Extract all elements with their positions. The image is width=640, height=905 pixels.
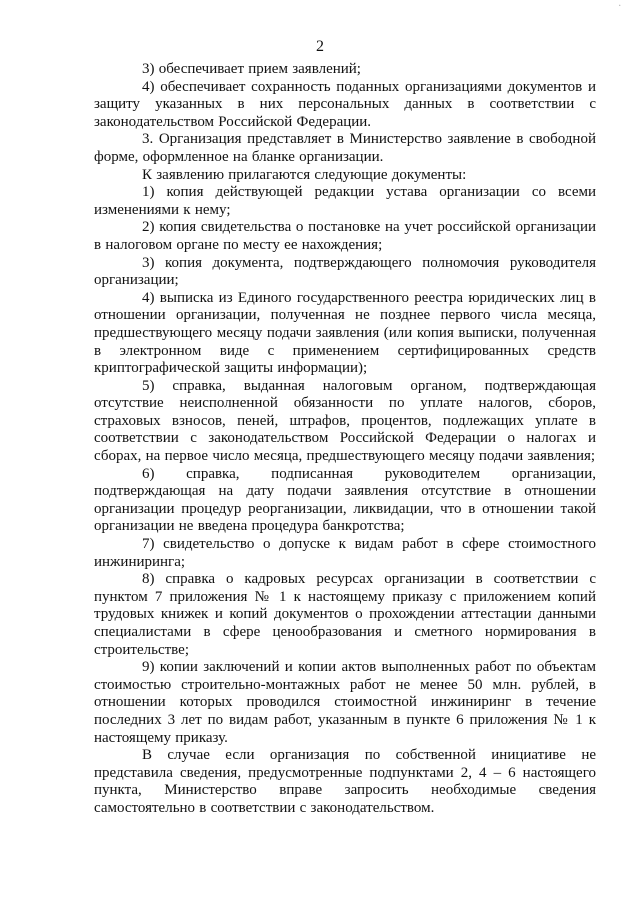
paragraph-doc-6: 6) справка, подписанная руководителем организации, подтверждающая на дату подачи заявления отсутствие в отношении организации процедур реорганизации, ликвидации, что в отношении такой организации не введена процедура банкротства; [94,465,596,535]
paragraph-closing: В случае если организация по собственной инициативе не представила сведения, предусмотренные подпунктами 2, 4 – 6 настоящего пункта, Министерство вправе запросить необходимые сведения самостоятельно в соответствии с законодательством. [94,747,596,816]
corner-scan-mark: ॱ [618,3,622,12]
paragraph-doc-3: 3) копия документа, подтверждающего полномочия руководителя организации; [94,254,596,289]
paragraph-doc-9: 9) копии заключений и копии актов выполненных работ по объектам стоимостью строительно-монтажных работ не менее 50 млн. рублей, в отношении которых проводился стоимостной инжиниринг в течение последних 3 лет по видам работ, указанным в пункте 6 приложения № 1 к настоящему приказу. [94,659,596,746]
paragraph-doc-4: 4) выписка из Единого государственного реестра юридических лиц в отношении организации, полученная не позднее первого числа месяца, предшествующего месяцу подачи заявления (или копия выписки, полученная в электронном виде с применением сертифицированных средств криптографической защиты информации); [94,289,596,377]
paragraph-doc-2: 2) копия свидетельства о постановке на учет российской организации в налоговом органе по месту ее нахождения; [94,219,596,253]
paragraph-doc-8: 8) справка о кадровых ресурсах организации в соответствии с пунктом 7 приложения № 1 к настоящему приказу с приложением копий трудовых книжек и копий документов о прохождении аттестации данными специалистами в сфере ценообразования и сметного нормирования в строительстве; [94,571,596,658]
paragraph-clause-3: 3. Организация представляет в Министерство заявление в свободной форме, оформленное на бланке организации. [94,131,596,165]
paragraph-item-4: 4) обеспечивает сохранность поданных организациями документов и защиту указанных в них персональных данных в соответствии с законодательством Российской Федерации. [94,78,596,130]
paragraph-doc-1: 1) копия действующей редакции устава организации со всеми изменениями к нему; [94,184,596,218]
page-number: 2 [316,38,324,55]
paragraph-item-3: 3) обеспечивает прием заявлений; [142,61,361,77]
paragraph-doc-5: 5) справка, выданная налоговым органом, подтверждающая отсутствие неисполненной обязанности по уплате налогов, сборов, страховых взносов, пеней, штрафов, процентов, подлежащих уплате в соответствии с законодательством Российской Федерации о налогах и сборах, на первое число месяца, предшествующего месяцу подачи заявления; [94,377,596,465]
paragraph-documents-intro: К заявлению прилагаются следующие документы: [142,166,467,183]
document-body [94,61,596,818]
paragraph-doc-7: 7) свидетельство о допуске к видам работ в сфере стоимостного инжиниринга; [94,536,596,570]
